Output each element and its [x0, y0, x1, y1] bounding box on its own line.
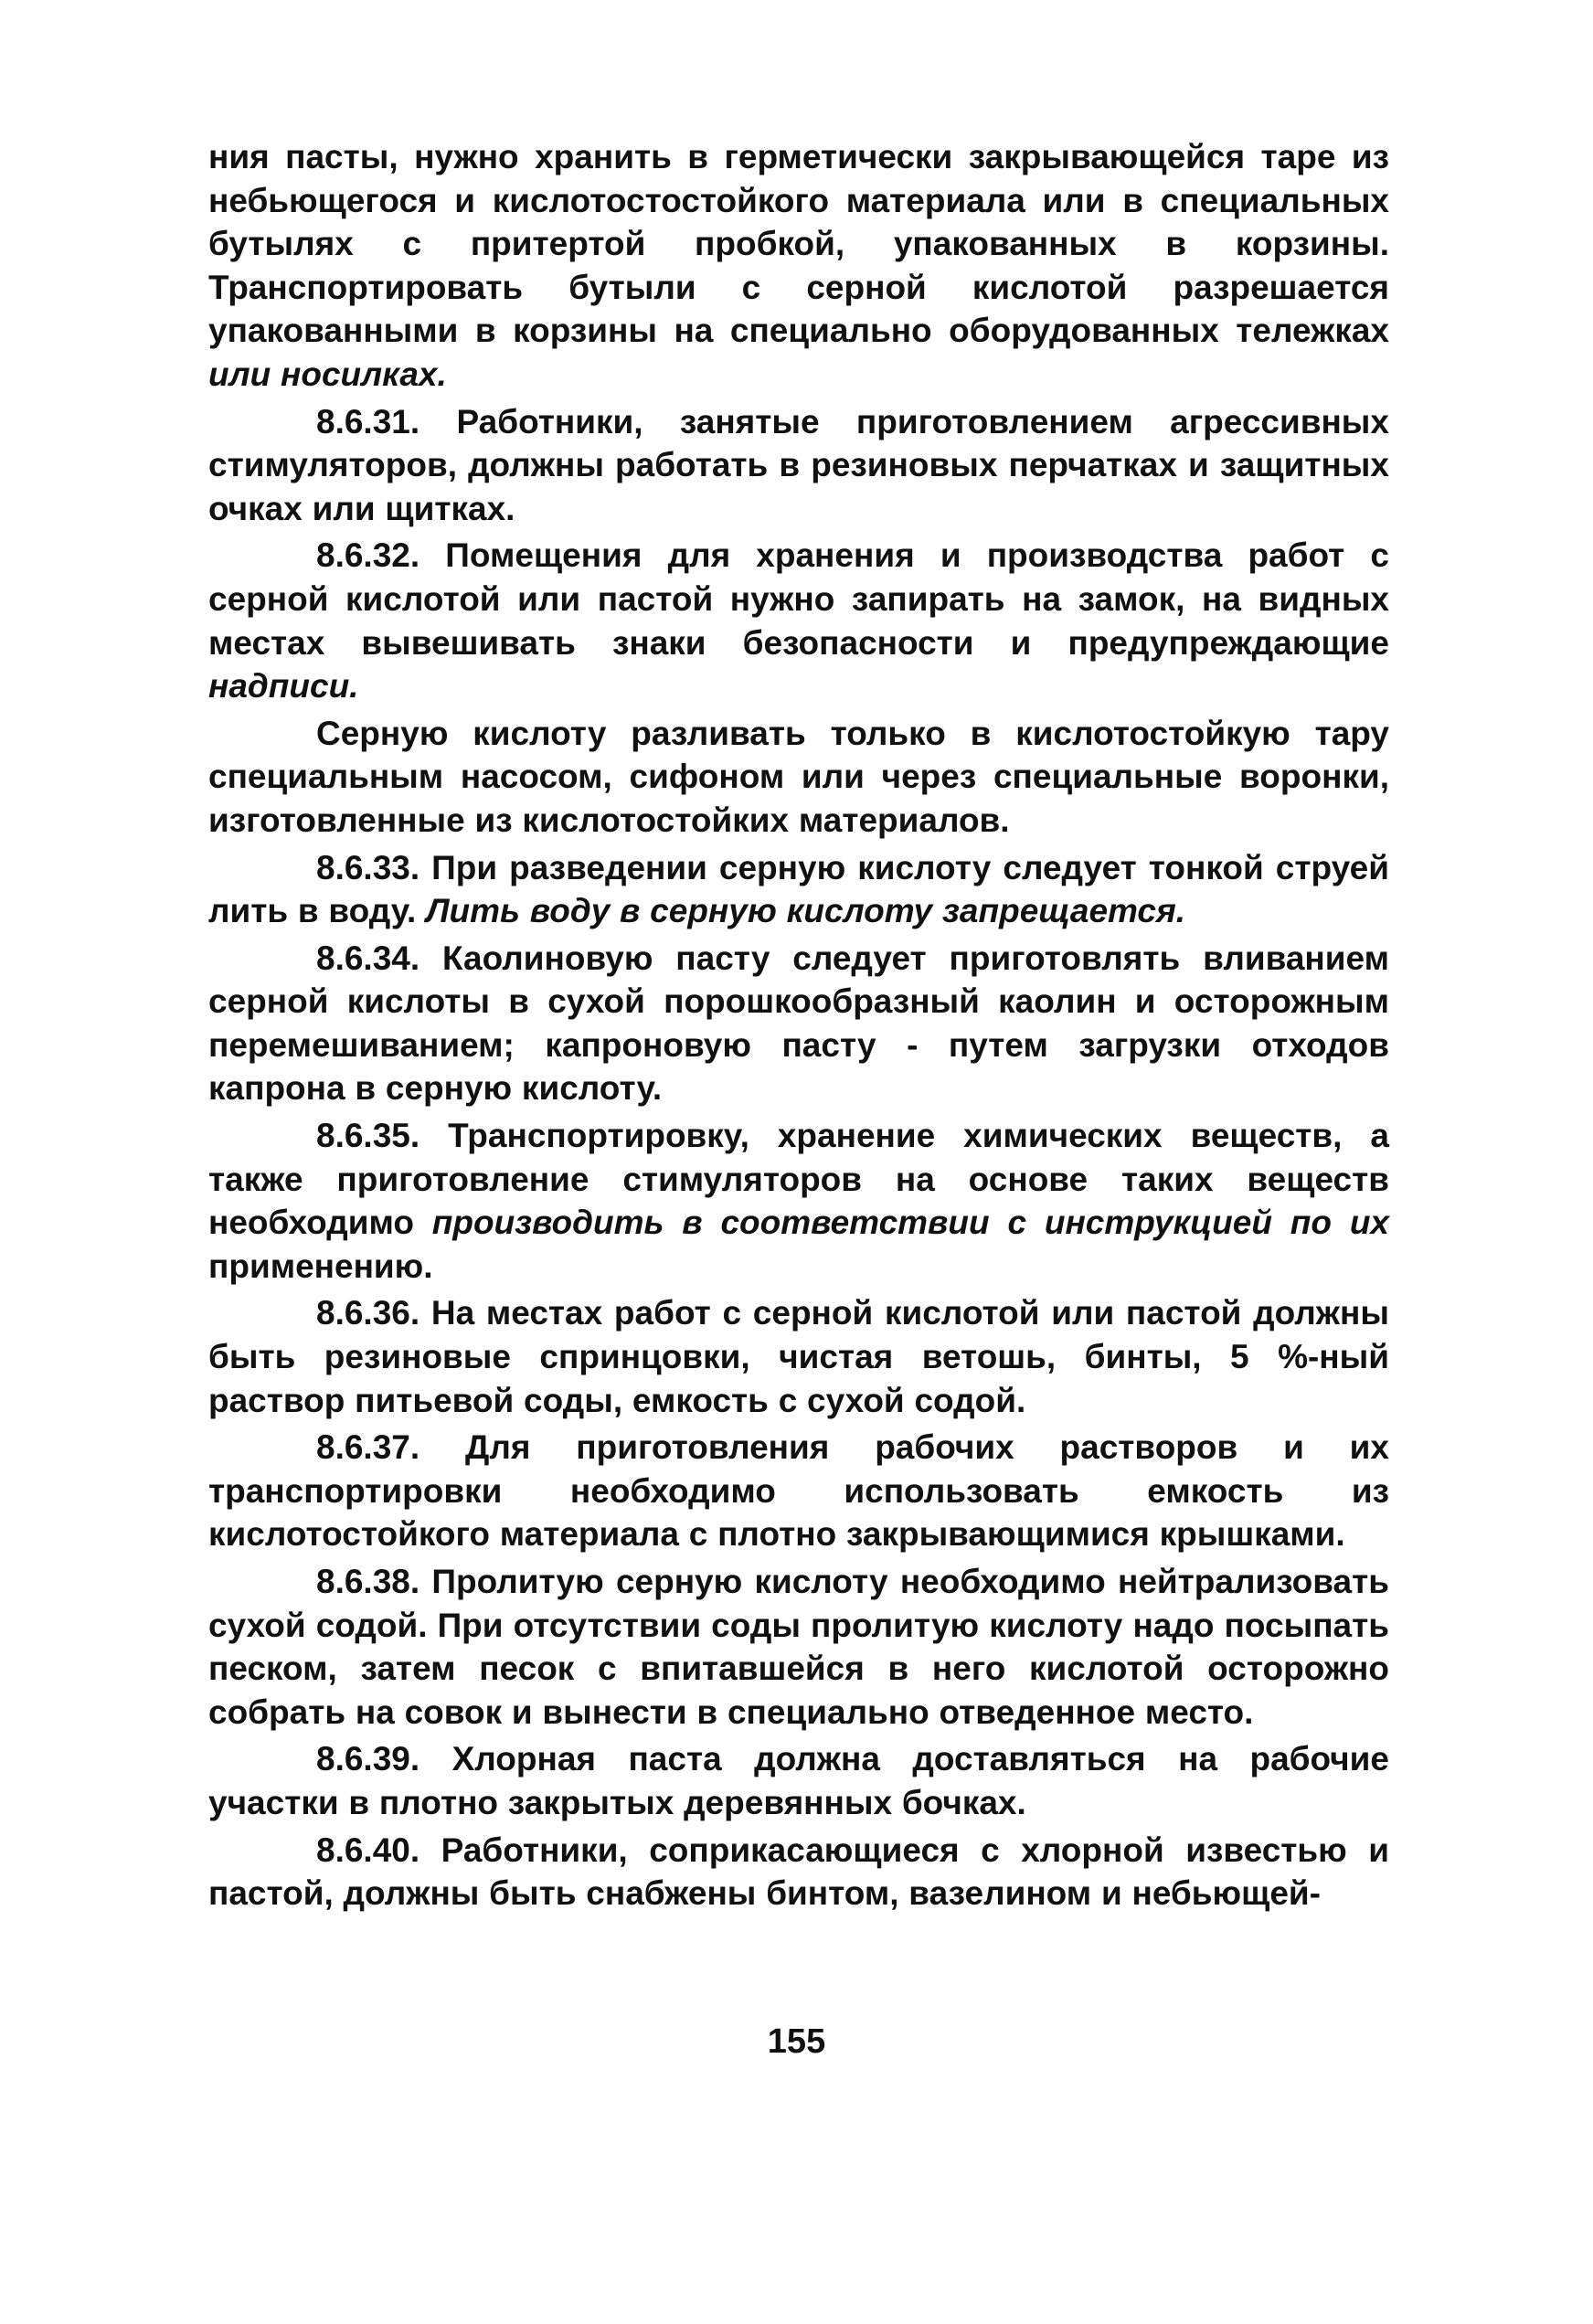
paragraph-8-6-39 — [208, 1737, 1389, 1824]
paragraph-8-6-39-text: 8.6.39. Хлорная паста должна доставляться на рабочие участки в плотно закрытых деревянных бочках. — [208, 1740, 1389, 1821]
paragraph-8-6-37-text: 8.6.37. Для приготовления рабочих растворов и их транспортировки необходимо использовать емкость из кислотостойкого материала с плотно закрывающимися крышками. — [208, 1428, 1389, 1554]
paragraph-8-6-35-text-2: производить в соответствии с инструкцией по их — [431, 1204, 1389, 1242]
paragraph-8-6-38-text: 8.6.38. Пролитую серную кислоту необходимо нейтрализовать сухой содой. При отсутствии соды пролитую кислоту надо посыпать песком, затем песок с впитавшейся в него кислотой осторожно собрать на совок и вынести в специально отведенное место. — [208, 1563, 1389, 1731]
paragraph-8-6-31 — [208, 400, 1389, 531]
paragraph-8-6-34 — [208, 937, 1389, 1110]
paragraph-acid-pouring — [208, 712, 1389, 843]
paragraph-8-6-35-text-1: 8.6.35. Транспортировку, хранение химических веществ, а также приготовление стимуляторов на основе таких веществ необходимо — [208, 1117, 1389, 1242]
paragraph-8-6-32 — [208, 534, 1389, 707]
paragraph-8-6-36 — [208, 1291, 1389, 1422]
paragraph-8-6-34-text: 8.6.34. Каолиновую пасту следует приготовлять вливанием серной кислоты в сухой порошкообразный каолин и осторожным перемешиванием; капроновую пасту - путем загрузки отходов капрона в серную кислоту. — [208, 939, 1389, 1108]
paragraph-8-6-37 — [208, 1426, 1389, 1556]
paragraph-1-text-1: ния пасты, нужно хранить в герметически закрывающейся таре из небьющегося и кислотостостойкого материала или в специальных бутылях с притертой пробкой, упакованных в корзины. Транспортировать бутыли с серной кислотой разрешается упакованными в корзины на специально оборудованных тележках — [208, 138, 1389, 350]
paragraph-8-6-35 — [208, 1114, 1389, 1288]
paragraph-8-6-38 — [208, 1560, 1389, 1734]
paragraph-8-6-31-text: 8.6.31. Работники, занятые приготовлением агрессивных стимуляторов, должны работать в резиновых перчатках и защитных очках или щитках. — [208, 402, 1389, 527]
page-body — [208, 135, 1389, 1915]
paragraph-8-6-40-text: 8.6.40. Работники, соприкасающиеся с хлорной известью и пастой, должны быть снабжены бинтом, вазелином и небьющей- — [208, 1831, 1389, 1913]
paragraph-8-6-33-text-1: 8.6.33. При разведении серную кислоту следует тонкой струей лить в воду. — [208, 848, 1389, 930]
paragraph-acid-pouring-text: Серную кислоту разливать только в кислотостойкую тару специальным насосом, сифоном или через специальные воронки, изготовленные из кислотостойких материалов. — [208, 714, 1389, 839]
paragraph-8-6-33 — [208, 846, 1389, 933]
paragraph-1 — [208, 135, 1389, 397]
paragraph-8-6-36-text: 8.6.36. На местах работ с серной кислотой или пастой должны быть резиновые спринцовки, чистая ветошь, бинты, 5 %-ный раствор питьевой соды, емкость с сухой содой. — [208, 1294, 1389, 1419]
paragraph-8-6-40 — [208, 1829, 1389, 1915]
paragraph-1-text-2: или носилках. — [208, 355, 447, 393]
paragraph-8-6-33-text-2: Лить воду в серную кислоту запрещается. — [426, 892, 1186, 930]
paragraph-8-6-35-text-3: применению. — [208, 1247, 433, 1285]
page-number: 155 — [767, 2022, 826, 2061]
paragraph-8-6-32-text-1: 8.6.32. Помещения для хранения и производства работ с серной кислотой или пастой нужно запирать на замок, на видных местах вывешивать знаки безопасности и предупреждающие — [208, 536, 1389, 662]
paragraph-8-6-32-text-2: надписи. — [208, 667, 359, 706]
